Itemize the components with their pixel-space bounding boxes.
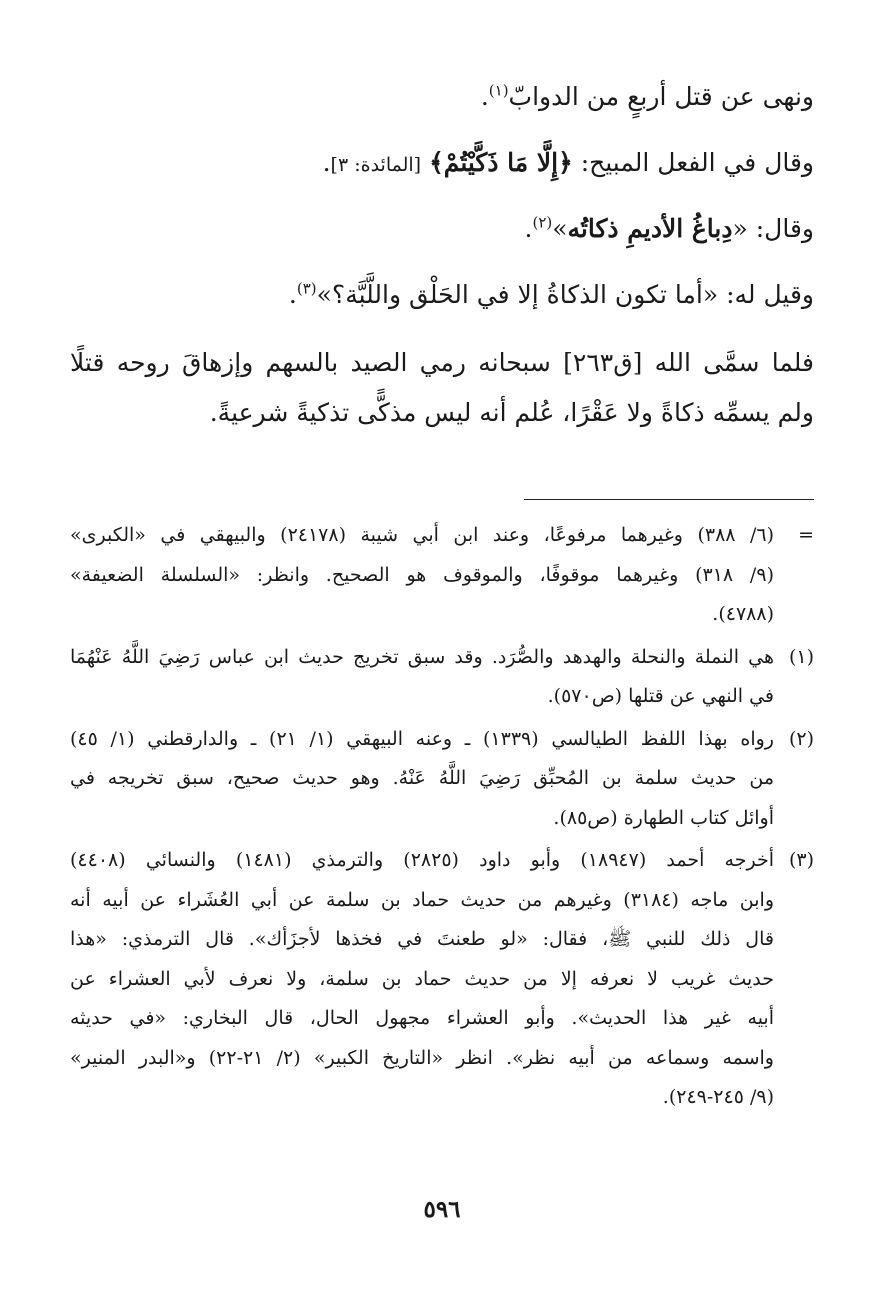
- footnote-1: [70, 638, 814, 717]
- footnote-line: هي النملة والنحلة والهدهد والصُّرَد. وقد سبق تخريج حديث ابن عباس رَضِيَ اللَّهُ عَنْهُمَا: [70, 645, 774, 668]
- footnote-separator: [524, 499, 814, 500]
- footnote-ref-3: (٣): [296, 279, 317, 298]
- footnote-marker: (٢): [788, 727, 814, 750]
- footnote-marker: (١): [788, 645, 814, 668]
- footnote-line: أوائل كتاب الطهارة (ص٨٥).: [553, 806, 774, 829]
- quran-citation: [المائدة: ٣]: [330, 154, 422, 176]
- main-line-1-end: .: [480, 82, 489, 111]
- footnote-line: حديث غريب لا نعرفه إلا من حديث حماد بن سلمة، ولا نعرف لأبي العشراء عن: [70, 967, 774, 990]
- main-line-4-text: وقيل له: «أما تكون الذكاةُ إلا في الحَلْق واللَّبَّة؟»: [316, 280, 814, 309]
- footnote-2: [70, 720, 814, 839]
- main-line-2-text: وقال في الفعل المبيح:: [572, 148, 814, 177]
- main-line-4: [70, 262, 814, 328]
- footnote-line: في النهي عن قتلها (ص٥٧٠).: [547, 685, 774, 707]
- main-line-1-text: ونهى عن قتل أربعٍ من الدوابّ: [508, 82, 814, 111]
- footnote-marker: (٣): [788, 849, 814, 871]
- footnote-line: (٩/ ٢٤٥-٢٤٩).: [662, 1086, 774, 1108]
- footnote-line: (٦/ ٣٨٨) وغيرهما مرفوعًا، وعند ابن أبي شيبة (٢٤١٧٨) والبيهقي في «الكبرى»: [70, 524, 775, 546]
- main-line-2-end: .: [322, 148, 331, 177]
- main-line-4-end: .: [288, 280, 297, 309]
- book-page: [70, 0, 814, 1290]
- footnote-line: (٤٧٨٨).: [712, 603, 774, 625]
- footnote-ref-1: (١): [488, 81, 509, 100]
- main-line-3-end: .: [524, 214, 533, 243]
- quran-verse: ﴿إِلَّا مَا ذَكَّيْتُمْ﴾: [429, 148, 573, 177]
- footnote-line: (٩/ ٣١٨) وغيرهما موقوفًا، والموقوف هو الصحيح. وانظر: «السلسلة الضعيفة»: [70, 563, 774, 586]
- footnote-body: [70, 638, 774, 717]
- footnote-continued: [70, 516, 814, 635]
- page-number: ٥٩٦: [423, 1196, 461, 1223]
- main-line-3: [70, 196, 814, 262]
- footnote-marker: =: [798, 524, 814, 546]
- footnote-line: أخرجه أحمد (١٨٩٤٧) وأبو داود (٢٨٢٥) والترمذي (١٤٨١) والنسائي (٤٤٠٨): [70, 849, 774, 871]
- main-line-1: [70, 64, 814, 130]
- footnotes: [70, 516, 814, 1121]
- main-paragraph: فلما سمَّى الله [ق٢٦٣] سبحانه رمي الصيد بالسهم وإزهاقَ روحه قتلًا ولم يسمِّه ذكاةً ولا عَقْرًا، عُلم أنه ليس مذكًّى تذكيةً شرعيةً.: [70, 348, 814, 427]
- footnote-3: [70, 841, 814, 1118]
- main-text: [70, 64, 814, 438]
- footnote-line: من حديث سلمة بن المُحبِّق رَضِيَ اللَّهُ عَنْهُ. وهو حديث صحيح، سبق تخريجه في: [70, 767, 774, 789]
- footnote-body: [70, 720, 774, 839]
- footnote-line: وابن ماجه (٣١٨٤) وغيرهم من حديث حماد بن سلمة عن أبي العُشَراء عن أبيه أنه: [70, 888, 774, 911]
- footnote-line: واسمه وسماعه من أبيه نظر». انظر «التاريخ الكبير» (٢/ ٢١-٢٢) و«البدر المنير»: [70, 1046, 774, 1069]
- footnote-ref-2: (٢): [532, 213, 553, 232]
- footnote-line: رواه بهذا اللفظ الطيالسي (١٣٣٩) ـ وعنه البيهقي (١/ ٢١) ـ والدارقطني (١/ ٤٥): [70, 727, 774, 750]
- main-line-3-text: وقال: «: [732, 214, 814, 243]
- footnote-body: [70, 516, 774, 635]
- main-line-2: [70, 130, 814, 196]
- footnote-body: [70, 841, 774, 1118]
- footnote-line: قال ذلك للنبي ﷺ، فقال: «لو طعنتَ في فخذها لأجزَأك». قال الترمذي: «هذا: [70, 928, 774, 950]
- hadith-quote: دِباغُ الأديمِ ذكاتُه: [567, 214, 733, 243]
- footnote-line: أبيه غير هذا الحديث». وأبو العشراء مجهول الحال، قال البخاري: «في حديثه: [70, 1007, 774, 1029]
- main-line-3-close: »: [552, 214, 568, 243]
